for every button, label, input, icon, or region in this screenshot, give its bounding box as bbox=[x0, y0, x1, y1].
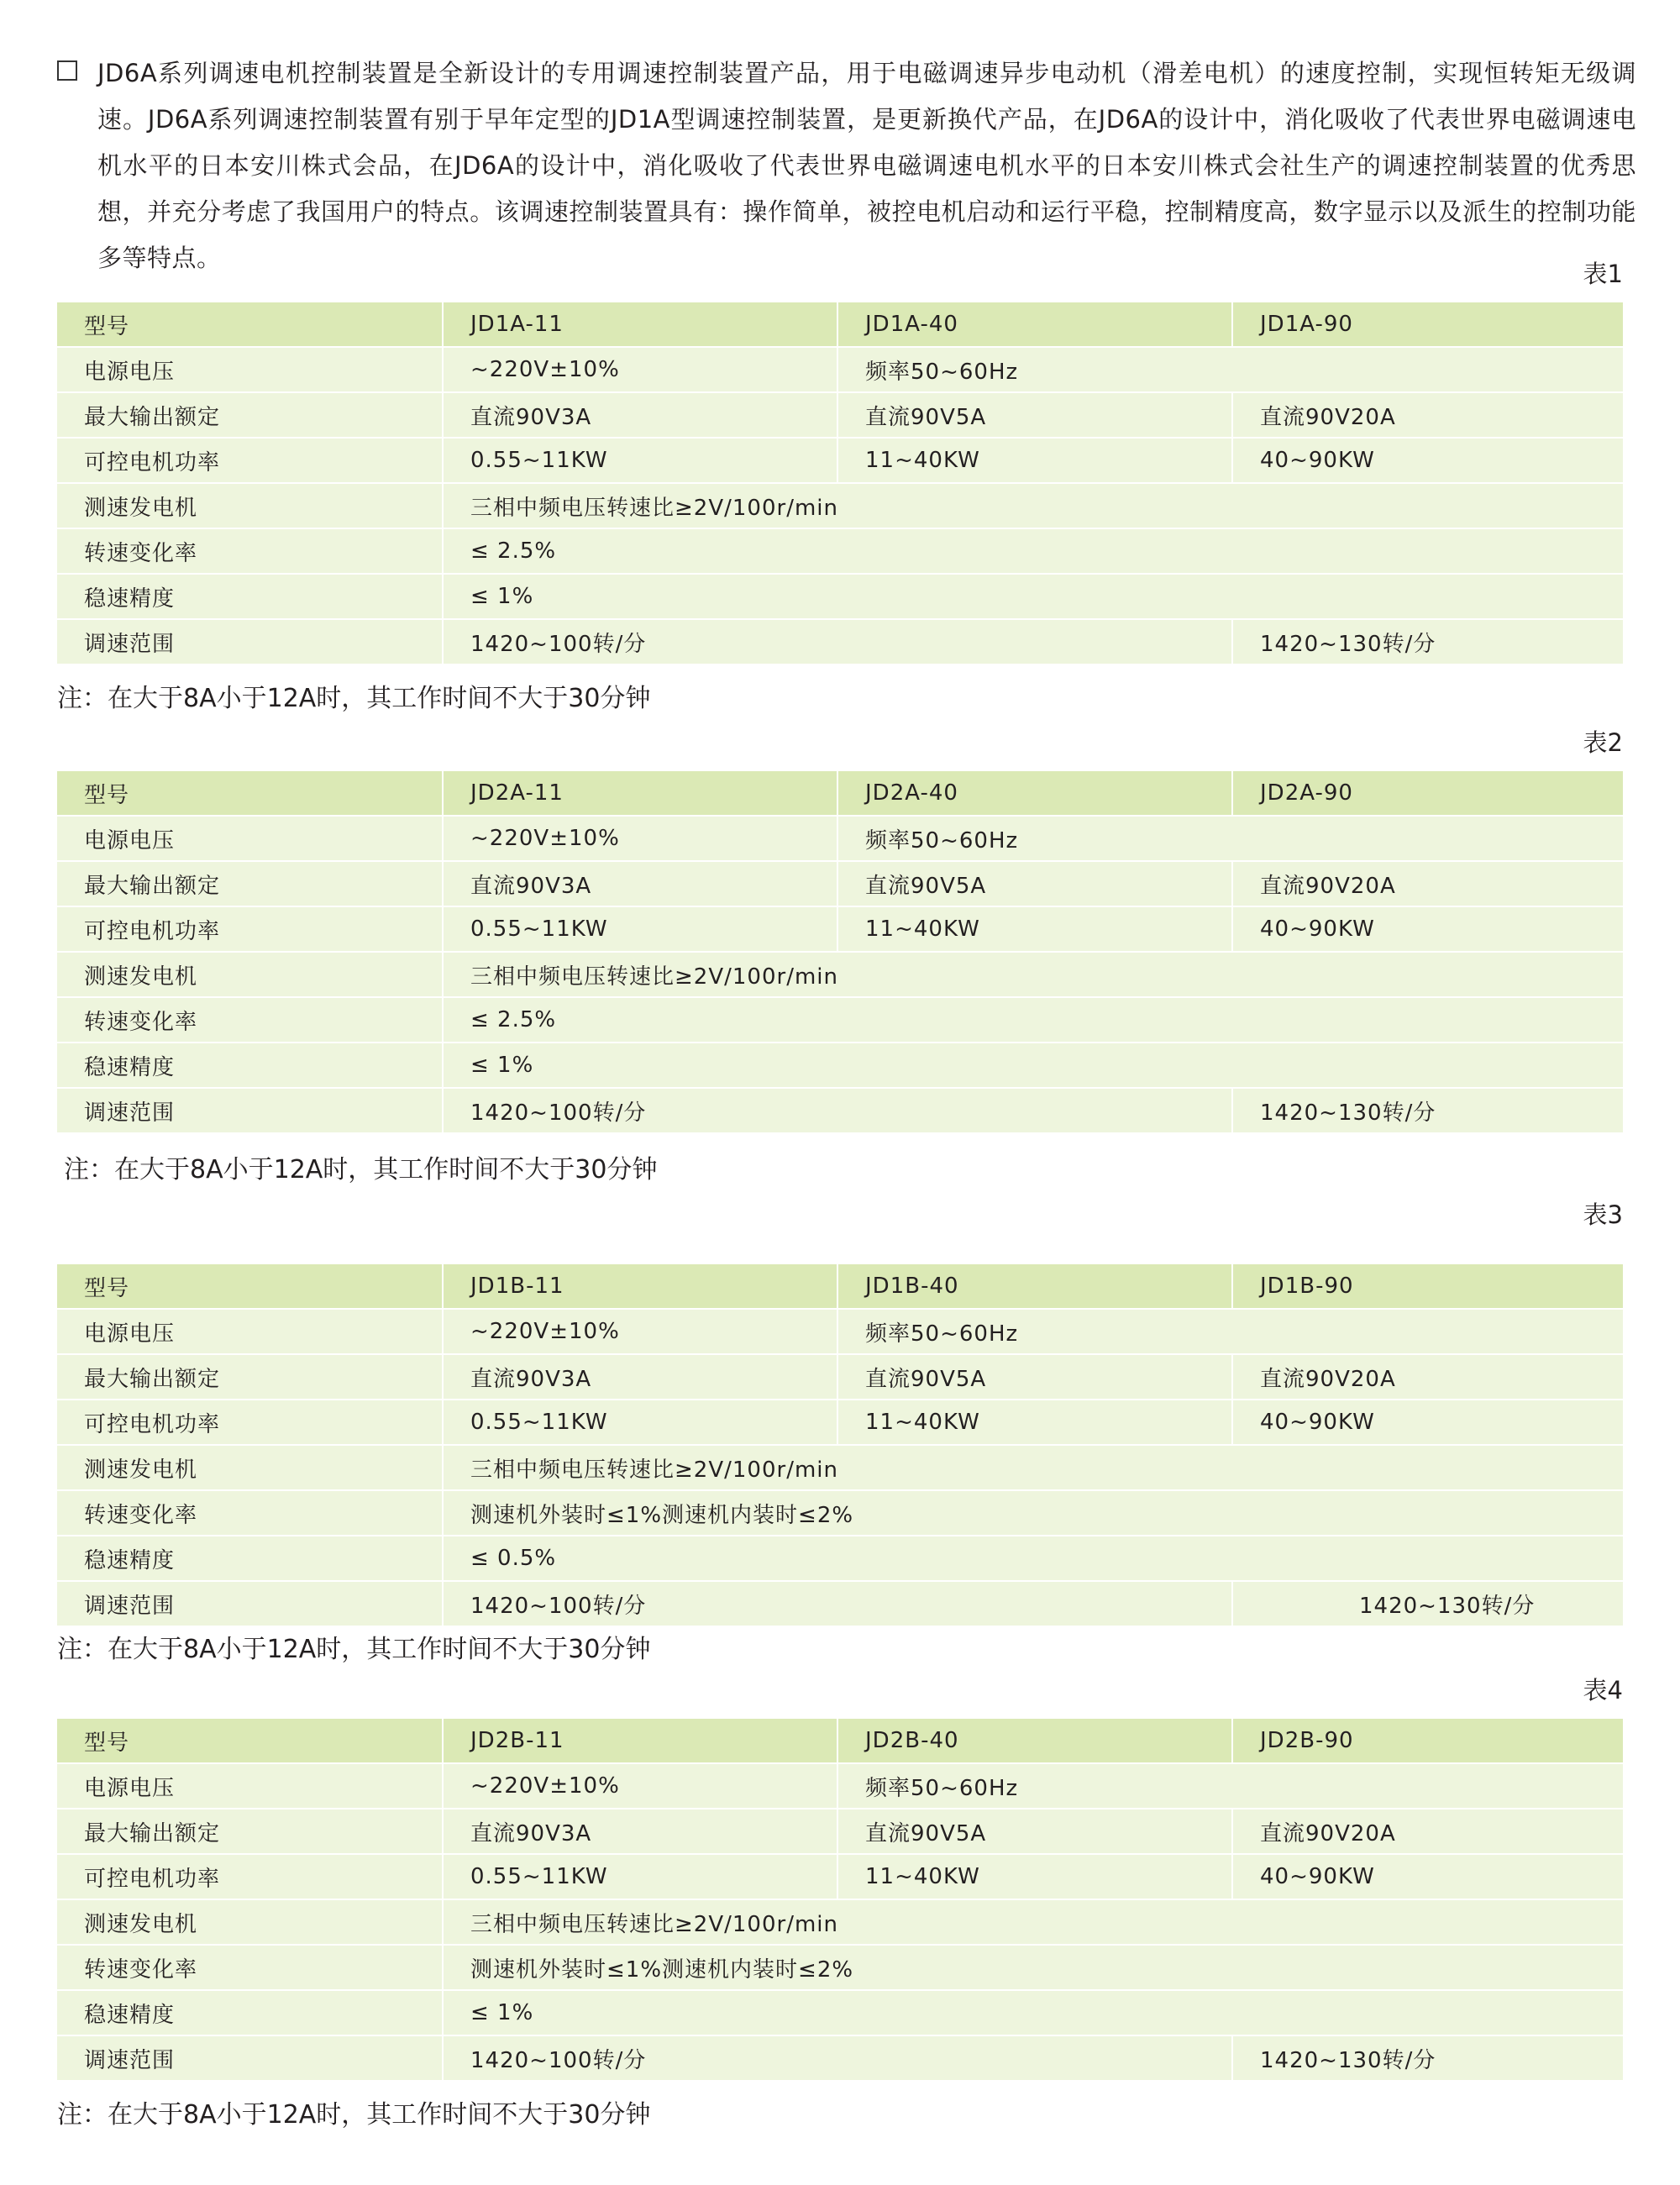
row-label: 稳速精度 bbox=[57, 1536, 444, 1582]
table-cell: ≤ 0.5% bbox=[444, 1536, 1623, 1582]
checkbox-icon bbox=[57, 60, 77, 81]
table-cell: 频率50~60Hz bbox=[838, 817, 1623, 862]
table-cell: 频率50~60Hz bbox=[838, 1764, 1623, 1809]
table-1-label: 表1 bbox=[1583, 260, 1623, 288]
header-cell: JD1B-40 bbox=[838, 1264, 1233, 1310]
header-cell: JD2B-90 bbox=[1233, 1719, 1623, 1764]
table-row bbox=[57, 2036, 1623, 2082]
header-cell: 型号 bbox=[57, 771, 444, 817]
spec-table-2 bbox=[57, 771, 1623, 1134]
spec-table-4 bbox=[57, 1719, 1623, 2082]
table-cell: 直流90V3A bbox=[444, 862, 838, 907]
table-cell: 直流90V20A bbox=[1233, 393, 1623, 439]
table-cell: 11~40KW bbox=[838, 1400, 1233, 1446]
table-cell: 0.55~11KW bbox=[444, 439, 838, 484]
row-label: 电源电压 bbox=[57, 1310, 444, 1355]
table-cell: 1420~100转/分 bbox=[444, 1089, 1233, 1134]
table-cell: 直流90V3A bbox=[444, 1809, 838, 1855]
table-row bbox=[57, 1764, 1623, 1809]
table-row bbox=[57, 348, 1623, 393]
table-row bbox=[57, 575, 1623, 620]
row-label: 稳速精度 bbox=[57, 575, 444, 620]
table-cell: 直流90V5A bbox=[838, 1355, 1233, 1400]
row-label: 可控电机功率 bbox=[57, 1400, 444, 1446]
table-cell: 40~90KW bbox=[1233, 907, 1623, 953]
row-label: 电源电压 bbox=[57, 817, 444, 862]
table-row bbox=[57, 907, 1623, 953]
table-cell: 直流90V20A bbox=[1233, 862, 1623, 907]
spec-table-1 bbox=[57, 302, 1623, 665]
table-row bbox=[57, 1991, 1623, 2036]
intro-section bbox=[57, 50, 1636, 281]
table-header-row bbox=[57, 771, 1623, 817]
table-cell: 三相中频电压转速比≥2V/100r/min bbox=[444, 953, 1623, 998]
row-label: 转速变化率 bbox=[57, 1946, 444, 1991]
row-label: 测速发电机 bbox=[57, 1446, 444, 1491]
header-cell: 型号 bbox=[57, 1264, 444, 1310]
table-row bbox=[57, 1582, 1623, 1627]
header-cell: JD2A-40 bbox=[838, 771, 1233, 817]
table-cell: 1420~130转/分 bbox=[1233, 1089, 1623, 1134]
row-label: 可控电机功率 bbox=[57, 1855, 444, 1900]
table-cell: 直流90V20A bbox=[1233, 1809, 1623, 1855]
table-row bbox=[57, 1310, 1623, 1355]
row-label: 可控电机功率 bbox=[57, 439, 444, 484]
table-cell: ~220V±10% bbox=[444, 1310, 838, 1355]
table-row bbox=[57, 1491, 1623, 1536]
table-row bbox=[57, 817, 1623, 862]
header-cell: JD2A-90 bbox=[1233, 771, 1623, 817]
table-row bbox=[57, 1400, 1623, 1446]
table-cell: ≤ 1% bbox=[444, 1043, 1623, 1089]
row-label: 稳速精度 bbox=[57, 1991, 444, 2036]
table-cell: 直流90V5A bbox=[838, 393, 1233, 439]
table-1-note: 注：在大于8A小于12A时，其工作时间不大于30分钟 bbox=[57, 684, 651, 713]
row-label: 转速变化率 bbox=[57, 998, 444, 1043]
table-cell: 直流90V5A bbox=[838, 1809, 1233, 1855]
table-row bbox=[57, 862, 1623, 907]
table-cell: 频率50~60Hz bbox=[838, 348, 1623, 393]
row-label: 转速变化率 bbox=[57, 529, 444, 575]
table-cell: 1420~100转/分 bbox=[444, 1582, 1233, 1627]
table-row bbox=[57, 1446, 1623, 1491]
table-cell: 直流90V5A bbox=[838, 862, 1233, 907]
table-cell: 频率50~60Hz bbox=[838, 1310, 1623, 1355]
table-cell: 11~40KW bbox=[838, 907, 1233, 953]
table-cell: 测速机外装时≤1%测速机内装时≤2% bbox=[444, 1491, 1623, 1536]
table-3-note: 注：在大于8A小于12A时，其工作时间不大于30分钟 bbox=[57, 1635, 651, 1664]
row-label: 测速发电机 bbox=[57, 484, 444, 529]
row-label: 最大输出额定 bbox=[57, 393, 444, 439]
row-label: 调速范围 bbox=[57, 1582, 444, 1627]
table-cell: 40~90KW bbox=[1233, 1855, 1623, 1900]
row-label: 最大输出额定 bbox=[57, 862, 444, 907]
row-label: 稳速精度 bbox=[57, 1043, 444, 1089]
table-cell: 1420~130转/分 bbox=[1233, 620, 1623, 665]
header-cell: JD2B-11 bbox=[444, 1719, 838, 1764]
table-cell: 直流90V20A bbox=[1233, 1355, 1623, 1400]
table-header-row bbox=[57, 1264, 1623, 1310]
row-label: 测速发电机 bbox=[57, 1900, 444, 1946]
table-2-note: 注：在大于8A小于12A时，其工作时间不大于30分钟 bbox=[64, 1155, 658, 1184]
table-cell: 0.55~11KW bbox=[444, 1855, 838, 1900]
table-row bbox=[57, 1355, 1623, 1400]
table-row bbox=[57, 1900, 1623, 1946]
table-cell: 直流90V3A bbox=[444, 1355, 838, 1400]
table-row bbox=[57, 439, 1623, 484]
header-cell: JD1A-40 bbox=[838, 302, 1233, 348]
row-label: 最大输出额定 bbox=[57, 1355, 444, 1400]
table-cell: ≤ 1% bbox=[444, 1991, 1623, 2036]
table-cell: 0.55~11KW bbox=[444, 1400, 838, 1446]
row-label: 测速发电机 bbox=[57, 953, 444, 998]
table-3-label: 表3 bbox=[1583, 1200, 1623, 1229]
intro-paragraph: JD6A系列调速电机控制装置是全新设计的专用调速控制装置产品，用于电磁调速异步电动机（滑差电机）的速度控制，实现恒转矩无级调速。JD6A系列调速控制装置有别于早年定型的JD1A型调速控制装置，是更新换代产品，在JD6A的设计中，消化吸收了代表世界电磁调速电机水平的日本安川株式会品，在JD6A的设计中，消化吸收了代表世界电磁调速电机水平的日本安川株式会社生产的调速控制装置的优秀思想，并充分考虑了我国用户的特点。该调速控制装置具有：操作简单，被控电机启动和运行平稳，控制精度高，数字显示以及派生的控制功能多等特点。 bbox=[97, 59, 1636, 272]
header-cell: JD2A-11 bbox=[444, 771, 838, 817]
table-4-note: 注：在大于8A小于12A时，其工作时间不大于30分钟 bbox=[57, 2100, 651, 2130]
table-cell: 0.55~11KW bbox=[444, 907, 838, 953]
table-cell: 11~40KW bbox=[838, 439, 1233, 484]
header-cell: 型号 bbox=[57, 302, 444, 348]
table-cell: 三相中频电压转速比≥2V/100r/min bbox=[444, 1900, 1623, 1946]
table-cell: 1420~130转/分 bbox=[1233, 2036, 1623, 2082]
table-row bbox=[57, 1855, 1623, 1900]
row-label: 调速范围 bbox=[57, 2036, 444, 2082]
row-label: 转速变化率 bbox=[57, 1491, 444, 1536]
header-cell: JD1B-11 bbox=[444, 1264, 838, 1310]
table-cell: ≤ 2.5% bbox=[444, 529, 1623, 575]
header-cell: JD2B-40 bbox=[838, 1719, 1233, 1764]
table-header-row bbox=[57, 302, 1623, 348]
row-label: 调速范围 bbox=[57, 620, 444, 665]
table-cell: ≤ 2.5% bbox=[444, 998, 1623, 1043]
table-cell: 测速机外装时≤1%测速机内装时≤2% bbox=[444, 1946, 1623, 1991]
table-cell: 三相中频电压转速比≥2V/100r/min bbox=[444, 1446, 1623, 1491]
row-label: 电源电压 bbox=[57, 348, 444, 393]
table-header-row bbox=[57, 1719, 1623, 1764]
table-row bbox=[57, 998, 1623, 1043]
table-cell: 直流90V3A bbox=[444, 393, 838, 439]
table-cell: ~220V±10% bbox=[444, 817, 838, 862]
table-cell: 1420~130转/分 bbox=[1233, 1582, 1623, 1627]
table-row bbox=[57, 620, 1623, 665]
table-row bbox=[57, 1809, 1623, 1855]
table-row bbox=[57, 953, 1623, 998]
table-row bbox=[57, 393, 1623, 439]
row-label: 最大输出额定 bbox=[57, 1809, 444, 1855]
table-cell: 11~40KW bbox=[838, 1855, 1233, 1900]
table-row bbox=[57, 484, 1623, 529]
table-cell: ≤ 1% bbox=[444, 575, 1623, 620]
table-row bbox=[57, 1043, 1623, 1089]
header-cell: JD1A-11 bbox=[444, 302, 838, 348]
spec-table-3 bbox=[57, 1264, 1623, 1627]
row-label: 可控电机功率 bbox=[57, 907, 444, 953]
table-cell: 1420~100转/分 bbox=[444, 2036, 1233, 2082]
header-cell: JD1B-90 bbox=[1233, 1264, 1623, 1310]
row-label: 调速范围 bbox=[57, 1089, 444, 1134]
table-cell: ~220V±10% bbox=[444, 1764, 838, 1809]
table-row bbox=[57, 1536, 1623, 1582]
table-cell: ~220V±10% bbox=[444, 348, 838, 393]
row-label: 电源电压 bbox=[57, 1764, 444, 1809]
table-4-label: 表4 bbox=[1583, 1676, 1623, 1704]
header-cell: JD1A-90 bbox=[1233, 302, 1623, 348]
table-cell: 1420~100转/分 bbox=[444, 620, 1233, 665]
table-row bbox=[57, 529, 1623, 575]
table-cell: 40~90KW bbox=[1233, 439, 1623, 484]
table-cell: 40~90KW bbox=[1233, 1400, 1623, 1446]
table-row bbox=[57, 1946, 1623, 1991]
table-2-label: 表2 bbox=[1583, 728, 1623, 757]
table-cell: 三相中频电压转速比≥2V/100r/min bbox=[444, 484, 1623, 529]
header-cell: 型号 bbox=[57, 1719, 444, 1764]
table-row bbox=[57, 1089, 1623, 1134]
